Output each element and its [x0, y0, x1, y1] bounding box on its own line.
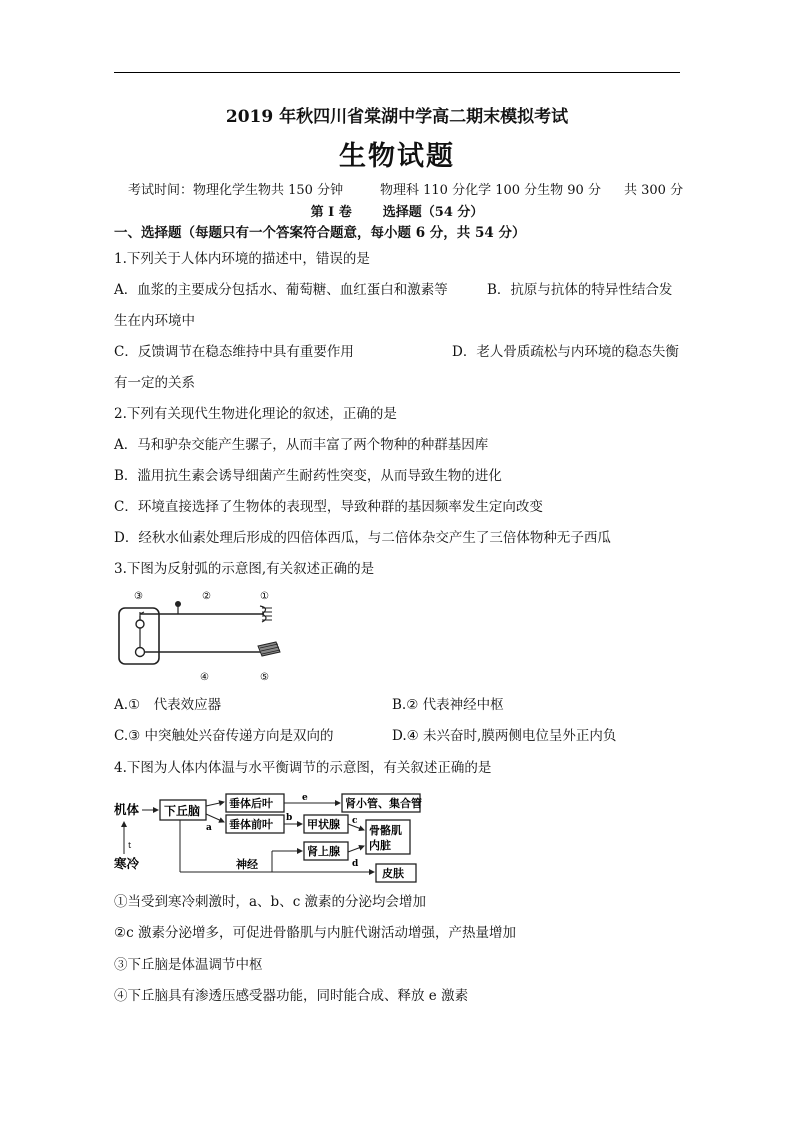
arrow-c-label: c: [352, 816, 358, 826]
question-3-stem: 3.下图为反射弧的示意图,有关叙述正确的是: [114, 561, 375, 577]
exam-time: 考试时间：物理化学生物共 150 分钟: [128, 183, 344, 198]
label-2: ②: [202, 591, 211, 602]
question-2-stem: 2.下列有关现代生物进化理论的叙述，正确的是: [114, 406, 397, 422]
receptor-icon: [260, 606, 272, 622]
question-1-option-c: C．反馈调节在稳态维持中具有重要作用: [114, 344, 354, 360]
effector-icon: [258, 642, 280, 656]
thyroid-label: 甲状腺: [307, 818, 340, 831]
question-3-option-c: C.③ 中突触处兴奋传递方向是双向的: [114, 728, 334, 744]
question-4-stem: 4.下图为人体内体温与水平衡调节的示意图，有关叙述正确的是: [114, 760, 492, 776]
arrow-e-label: e: [302, 793, 308, 803]
posterior-pituitary-label: 垂体后叶: [229, 797, 273, 810]
question-1-stem: 1.下列关于人体内环境的描述中，错误的是: [114, 251, 370, 267]
question-2-option-d: D．经秋水仙素处理后形成的四倍体西瓜，与二倍体杂交产生了三倍体物种无子西瓜: [114, 530, 611, 546]
question-4-statement-1: ①当受到寒冷刺激时，a、b、c 激素的分泌均会增加: [114, 894, 427, 910]
volume-label: 第 I 卷: [310, 205, 352, 220]
total-score: 共 300 分: [624, 183, 684, 198]
kidney-tubules-label: 肾小管、集合管: [345, 797, 422, 810]
question-1-option-b: B．抗原与抗体的特异性结合发: [487, 282, 673, 298]
label-4: ④: [200, 672, 209, 683]
hypothalamus-label: 下丘脑: [164, 804, 201, 818]
question-1-option-d-cont: 有一定的关系: [114, 375, 195, 391]
nerve-label: 神经: [236, 858, 258, 871]
regulation-diagram: [112, 790, 422, 888]
viscera-label: 内脏: [369, 839, 391, 852]
score-info: 物理科 110 分化学 100 分生物 90 分: [380, 183, 601, 198]
label-3: ③: [134, 591, 143, 602]
question-3-option-b: B.② 代表神经中枢: [392, 697, 504, 713]
up-arrow-label: t: [128, 841, 132, 850]
label-5: ⑤: [260, 672, 269, 683]
question-4-statement-2: ②c 激素分泌增多，可促进骨骼肌与内脏代谢活动增强，产热量增加: [114, 925, 516, 941]
anterior-pituitary-label: 垂体前叶: [229, 818, 273, 831]
interneuron-cell: [136, 620, 144, 628]
ganglion-dot: [175, 601, 181, 607]
cold-label: 寒冷: [114, 856, 140, 871]
question-1-option-b-cont: 生在内环境中: [114, 313, 195, 329]
muscle-label: 骨骼肌: [369, 824, 402, 837]
question-3-option-a: A.① 代表效应器: [114, 697, 222, 713]
body-label: 机体: [114, 802, 140, 817]
label-1: ①: [260, 591, 269, 602]
reflex-arc-diagram: [112, 588, 292, 688]
skin-label: 皮肤: [382, 867, 404, 880]
question-2-option-b: B．滥用抗生素会诱导细菌产生耐药性突变，从而导致生物的进化: [114, 468, 502, 484]
question-2-option-c: C．环境直接选择了生物体的表现型，导致种群的基因频率发生定向改变: [114, 499, 543, 515]
section-heading: 一、选择题（每题只有一个答案符合题意，每小题 6 分，共 54 分）: [114, 225, 526, 241]
question-4-statement-3: ③下丘脑是体温调节中枢: [114, 957, 263, 973]
question-2-option-a: A．马和驴杂交能产生骡子，从而丰富了两个物种的种群基因库: [114, 437, 489, 453]
volume-title: 选择题（54 分）: [382, 205, 484, 220]
adrenal-label: 肾上腺: [307, 845, 340, 858]
question-1-option-a: A．血浆的主要成分包括水、葡萄糖、血红蛋白和激素等: [114, 282, 448, 298]
motor-neuron-cell: [136, 648, 145, 657]
header-rule: [114, 72, 680, 73]
exam-title: 2019 年秋四川省棠湖中学高二期末模拟考试: [225, 107, 569, 127]
question-1-option-d: D．老人骨质疏松与内环境的稳态失衡: [452, 344, 679, 360]
arrow-a-label: a: [206, 823, 212, 833]
question-3-option-d: D.④ 未兴奋时,膜两侧电位呈外正内负: [392, 728, 617, 744]
question-4-statement-4: ④下丘脑具有渗透压感受器功能，同时能合成、释放 e 激素: [114, 988, 469, 1004]
arrow-b-label: b: [286, 813, 293, 823]
volume-heading: [0, 205, 794, 221]
arrow-d-label: d: [352, 859, 359, 869]
subject-title: 生物试题: [339, 141, 455, 172]
